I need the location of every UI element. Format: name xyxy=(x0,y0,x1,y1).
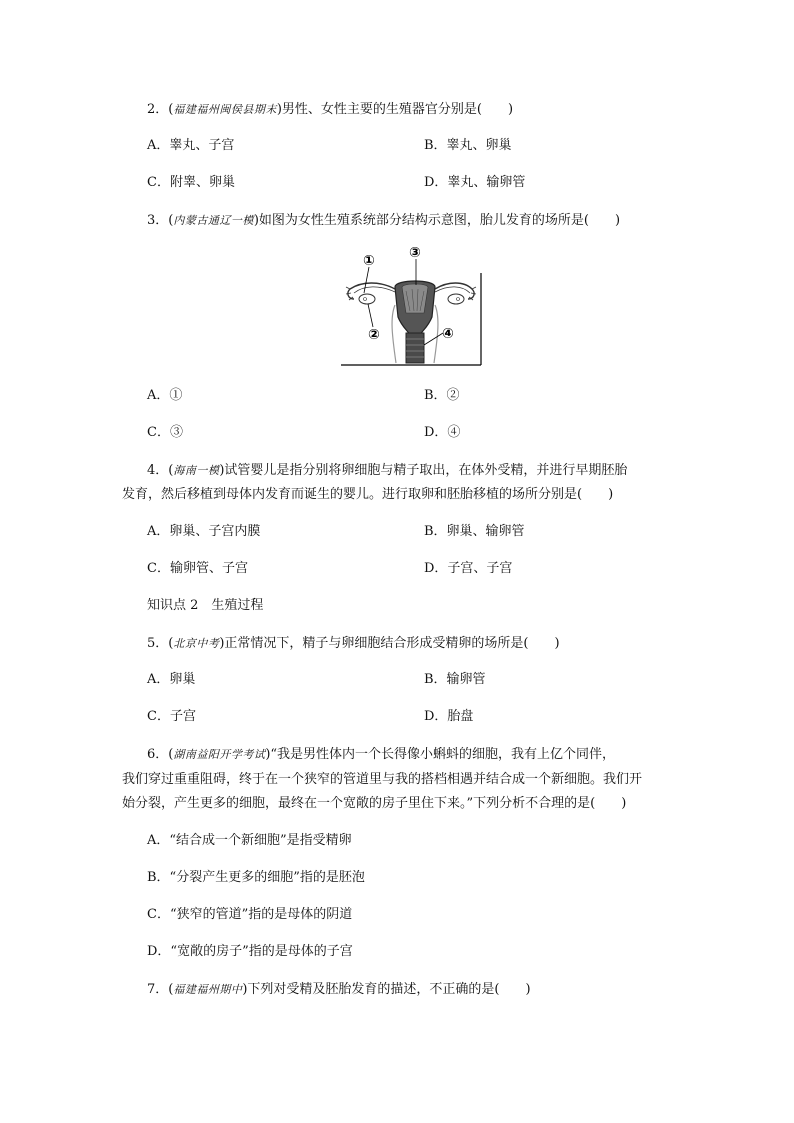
option-b[interactable]: B．输卵管 xyxy=(424,672,486,687)
question-source: 北京中考 xyxy=(173,637,220,650)
option-a[interactable]: A．睾丸、子宫 xyxy=(147,138,235,153)
option-d[interactable]: D．④ xyxy=(424,425,461,440)
female-reproductive-system-diagram xyxy=(340,245,482,367)
option-d[interactable]: D．睾丸、输卵管 xyxy=(424,175,526,190)
option-b[interactable]: B．② xyxy=(424,388,460,403)
question-3-stem: 3．(内蒙古通辽一模)如图为女性生殖系统部分结构示意图，胎儿发育的场所是( ) xyxy=(147,213,621,228)
option-a[interactable]: A．卵巢 xyxy=(147,672,196,687)
figure-label-1: ① xyxy=(363,253,375,269)
option-a[interactable]: A．① xyxy=(147,388,183,403)
option-a[interactable]: A．卵巢、子宫内膜 xyxy=(147,524,261,539)
option-c[interactable]: C．附睾、卵巢 xyxy=(147,175,235,190)
question-6-line-2: 我们穿过重重阻碍，终于在一个狭窄的管道里与我的搭档相遇并结合成一个新细胞。我们开 xyxy=(122,772,643,787)
question-2-stem: 2．(福建福州闽侯县期末)男性、女性主要的生殖器官分别是( ) xyxy=(147,102,514,117)
question-6-stem: 6．(湖南益阳开学考试)“我是男性体内一个长得像小蝌蚪的细胞，我有上亿个同伴， xyxy=(147,747,616,762)
question-5-stem: 5．(北京中考)正常情况下，精子与卵细胞结合形成受精卵的场所是( ) xyxy=(147,636,560,651)
option-a[interactable]: A．“结合成一个新细胞”是指受精卵 xyxy=(147,833,352,848)
option-c[interactable]: C．输卵管、子宫 xyxy=(147,561,248,576)
option-d[interactable]: D．胎盘 xyxy=(424,709,474,724)
question-source: 湖南益阳开学考试 xyxy=(173,748,266,761)
option-b[interactable]: B．卵巢、输卵管 xyxy=(424,524,525,539)
figure-label-2: ② xyxy=(368,327,380,343)
question-6-line-3: 始分裂，产生更多的细胞，最终在一个宽敞的房子里住下来。”下列分析不合理的是( ) xyxy=(122,796,627,811)
figure-label-4: ④ xyxy=(442,326,454,342)
question-source: 海南一模 xyxy=(173,464,220,477)
question-source: 福建福州期中 xyxy=(173,983,243,996)
question-4-line-2: 发育，然后移植到母体内发育而诞生的婴儿。进行取卵和胚胎移植的场所分别是( ) xyxy=(122,487,614,502)
option-d[interactable]: D．“宽敞的房子”指的是母体的子宫 xyxy=(147,944,353,959)
question-source: 内蒙古通辽一模 xyxy=(173,214,254,227)
figure-label-3: ③ xyxy=(409,245,421,261)
option-c[interactable]: C．子宫 xyxy=(147,709,196,724)
option-d[interactable]: D．子宫、子宫 xyxy=(424,561,513,576)
option-b[interactable]: B．“分裂产生更多的细胞”指的是胚泡 xyxy=(147,870,365,885)
option-b[interactable]: B．睾丸、卵巢 xyxy=(424,138,512,153)
question-7-stem: 7．(福建福州期中)下列对受精及胚胎发育的描述，不正确的是( ) xyxy=(147,982,531,997)
question-source: 福建福州闽侯县期末 xyxy=(173,103,277,116)
question-4-stem: 4．(海南一模)试管婴儿是指分别将卵细胞与精子取出，在体外受精，并进行早期胚胎 xyxy=(147,463,628,478)
option-c[interactable]: C．“狭窄的管道”指的是母体的阴道 xyxy=(147,907,353,922)
section-heading: 知识点 2 生殖过程 xyxy=(147,598,264,613)
option-c[interactable]: C．③ xyxy=(147,425,183,440)
